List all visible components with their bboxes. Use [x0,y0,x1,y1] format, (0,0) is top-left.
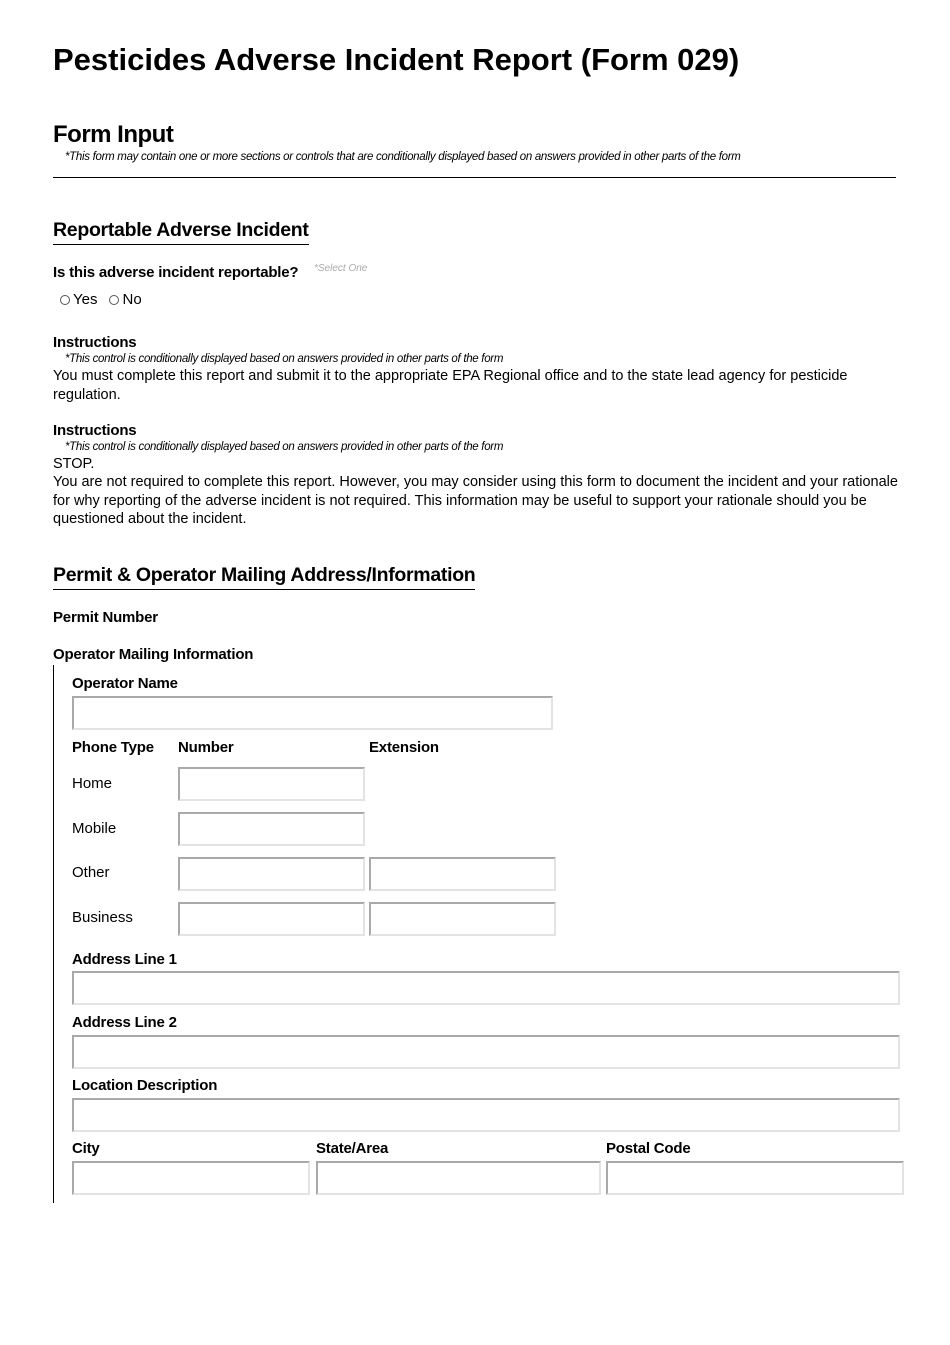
business-phone-number-input[interactable] [178,902,365,936]
phone-type-other: Other [72,864,110,881]
permit-number-label: Permit Number [53,609,158,626]
address-line-1-input[interactable] [72,971,900,1005]
other-phone-number-input[interactable] [178,857,365,891]
header-divider [53,177,896,178]
operator-mailing-info-label: Operator Mailing Information [53,646,254,663]
reportable-question-label: Is this adverse incident reportable? [53,264,299,281]
address-line-2-label: Address Line 2 [72,1014,177,1031]
postal-code-label: Postal Code [606,1140,691,1157]
location-description-label: Location Description [72,1077,218,1094]
instructions-2-label: Instructions [53,422,137,439]
instructions-1-text: You must complete this report and submit it to the appropriate EPA Regional office and to the state lead agency for pesticide regulation. [53,368,848,403]
instructions-2-note: *This control is conditionally displayed based on answers provided in other parts of the form [65,441,504,453]
radio-option-no[interactable] [109,291,141,308]
phone-extension-header: Extension [369,739,439,756]
address-line-2-input[interactable] [72,1035,900,1069]
section-title-permit-operator: Permit & Operator Mailing Address/Information [53,564,475,590]
operator-name-input[interactable] [72,696,553,730]
state-area-label: State/Area [316,1140,389,1157]
phone-type-header: Phone Type [72,739,154,756]
postal-code-input[interactable] [606,1161,904,1195]
select-one-hint: *Select One [314,263,368,274]
city-label: City [72,1140,100,1157]
section-title-reportable: Reportable Adverse Incident [53,219,309,245]
form-input-heading: Form Input [53,121,174,148]
instructions-2-text: You are not required to complete this report. However, you may consider using this form to document the incident and your rationale for why reporting of the adverse incident is not required. This information may be useful to support your rationale should you be questioned about the incident. [53,474,898,527]
instructions-2-stop: STOP. [53,456,95,472]
radio-option-yes[interactable] [60,291,97,308]
operator-group-border [53,665,54,1203]
state-area-input[interactable] [316,1161,601,1195]
home-phone-number-input[interactable] [178,767,365,801]
mobile-phone-number-input[interactable] [178,812,365,846]
location-description-input[interactable] [72,1098,900,1132]
phone-type-home: Home [72,775,113,792]
other-phone-extension-input[interactable] [369,857,556,891]
operator-name-label: Operator Name [72,675,178,692]
phone-type-business: Business [72,909,133,926]
business-phone-extension-input[interactable] [369,902,556,936]
radio-yes-label: Yes [73,291,98,308]
radio-no-circle[interactable] [109,295,119,305]
phone-type-mobile: Mobile [72,820,117,837]
radio-yes-circle[interactable] [60,295,70,305]
address-line-1-label: Address Line 1 [72,951,177,968]
instructions-1-note: *This control is conditionally displayed based on answers provided in other parts of the form [65,353,504,365]
instructions-1-label: Instructions [53,334,137,351]
document-title: Pesticides Adverse Incident Report (Form 029) [53,42,740,77]
form-conditional-note: *This form may contain one or more sections or controls that are conditionally displayed based on answers provided in other parts of the form [65,151,741,163]
phone-number-header: Number [178,739,234,756]
radio-no-label: No [122,291,142,308]
reportable-radio-group [60,291,154,308]
city-input[interactable] [72,1161,310,1195]
